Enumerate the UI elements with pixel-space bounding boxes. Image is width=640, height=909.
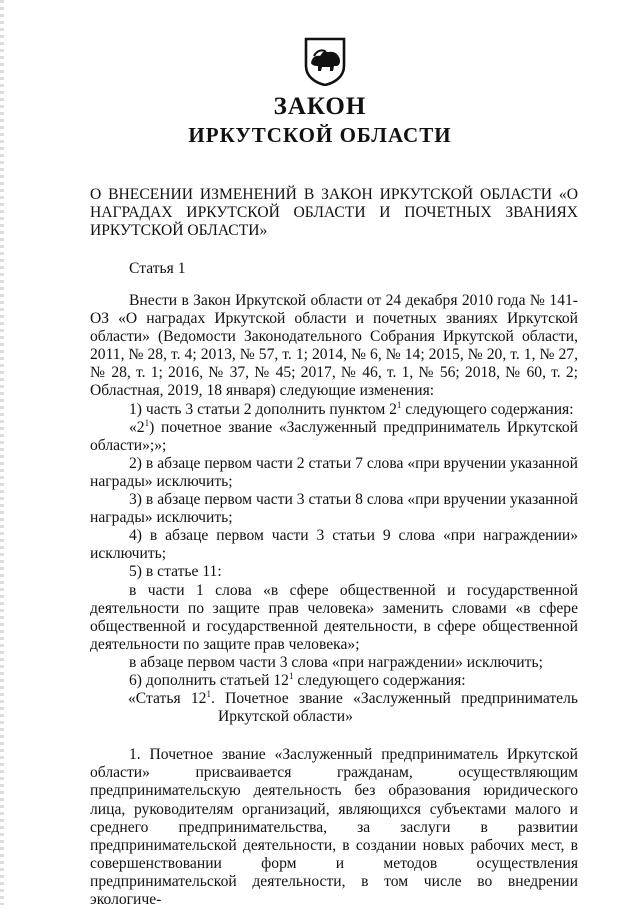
item-2: 2) в абзаце первом части 2 статьи 7 слова «при вручении указанной награды» исключить; [90, 454, 578, 490]
article-12-1-heading: «Статья $12^1$. Почетное звание «Заслуженный предприниматель Иркутской области» [128, 689, 578, 726]
item-5: 5) в статье 11: [129, 563, 222, 581]
law-title: ЗАКОН [273, 93, 367, 120]
item-3: 3) в абзаце первом части 3 статьи 8 слова «при вручении указанной награды» исключить; [90, 491, 578, 527]
law-subject: О ВНЕСЕНИИ ИЗМЕНЕНИЙ В ЗАКОН ИРКУТСКОЙ ОБЛАСТИ «О НАГРАДАХ ИРКУТСКОЙ ОБЛАСТИ И ПОЧЕТНЫХ ЗВАНИЯХ ИРКУТСКОЙ ОБЛАСТИ» [90, 186, 578, 239]
article-body [90, 292, 578, 909]
coat-of-arms-icon [303, 36, 347, 86]
clause-1: 1. Почетное звание «Заслуженный предприниматель Иркутской области» присваивается гражданам, осуществляющим предпринимательскую деятельность без образования юридического лица, руководителям организаций, являющихся субъектами малого и среднего предпринимательства, за заслуги в развитии предпринимательской деятельности, в создании новых рабочих мест, в совершенствовании форм и методов осуществления предпринимательской деятельности, в том числе во внедрении экологиче- [90, 746, 578, 908]
item-1-quote: «$2^1$) почетное звание «Заслуженный предприниматель Иркутской области»;»; [90, 417, 578, 454]
paragraph-gap [90, 726, 578, 746]
item-5-part-a: в части 1 слова «в сфере общественной и государственной деятельности по защите прав человека» заменить словами «в сфере общественной и государственной деятельности, в сфере общественной деятельности по защите прав человека»; [90, 581, 578, 653]
region-title: ИРКУТСКОЙ ОБЛАСТИ [188, 123, 452, 147]
intro-paragraph: Внести в Закон Иркутской области от 24 декабря 2010 года № 141-ОЗ «О наградах Иркутской области и почетных званиях Иркутской области» (Ведомости Законодательного Собрания Иркутской области, 2011, № 28, т. 4; 2013, № 57, т. 1; 2014, № 6, № 14; 2015, № 20, т. 1, № 27, № 28, т. 1; 2016, № 37, № 45; 2017, № 46, т. 1, № 56; 2018, № 60, т. 2; Областная, 2019, 18 января) следующие изменения: [90, 292, 578, 400]
article-heading: Статья 1 [129, 260, 186, 277]
item-6: 6) дополнить статьей $12^1$ следующего содержания: [129, 670, 466, 689]
item-5-part-b: в абзаце первом части 3 слова «при награждении» исключить; [129, 653, 543, 671]
item-4: 4) в абзаце первом части 3 статьи 9 слова «при награждении» исключить; [90, 527, 578, 563]
item-1: 1) часть 3 статьи 2 дополнить пунктом $2^1$ следующего содержания: [129, 399, 574, 418]
